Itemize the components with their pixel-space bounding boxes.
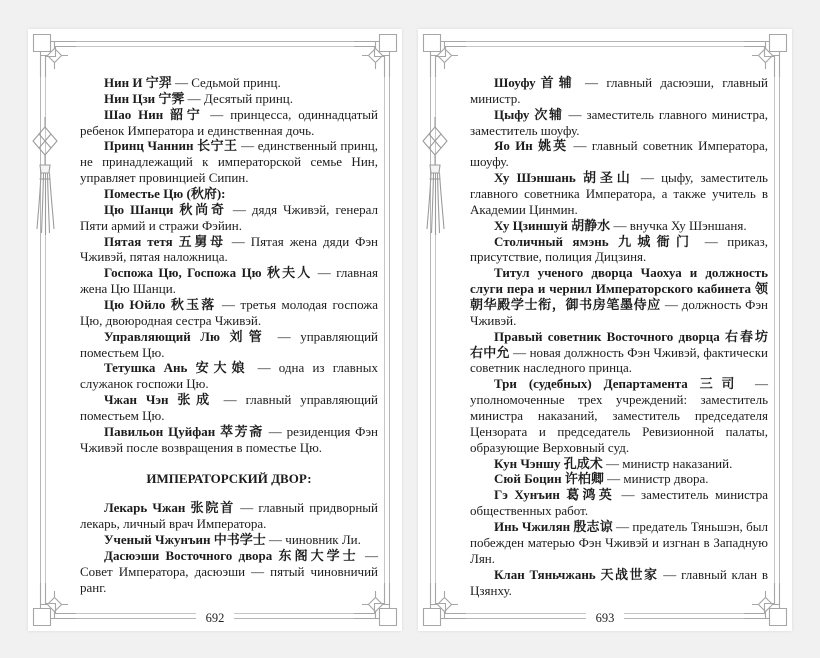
entry-definition: — главный клан в Цзянху. bbox=[470, 566, 768, 598]
glossary-entry bbox=[80, 234, 378, 266]
entry-term: Правый советник Восточного дворца 右春坊右中允 bbox=[470, 328, 768, 360]
glossary-entry bbox=[470, 218, 768, 234]
entry-definition: — чиновник Ли. bbox=[265, 532, 361, 548]
entry-term: Три (судебных) Департамента 三司 bbox=[494, 376, 744, 392]
glossary-entry bbox=[470, 471, 768, 487]
entry-definition: — министр двора. bbox=[603, 471, 709, 487]
entry-definition: — цыфу, заместитель главного советника Императора, а также учитель в Академии Цинмин. bbox=[470, 170, 768, 217]
entry-definition: — третья молодая госпожа Цю, двоюродная сестра Чживэй. bbox=[80, 297, 379, 328]
glossary-entry bbox=[80, 360, 378, 392]
entry-term: Яо Ин 姚英 bbox=[494, 138, 569, 154]
corner-knot-icon bbox=[354, 29, 402, 77]
entry-term: Цыфу 次辅 bbox=[494, 106, 564, 122]
glossary-entry bbox=[470, 329, 768, 377]
entry-definition: — принцесса, одиннадцатый ребенок Императора и единственная дочь. bbox=[80, 106, 378, 138]
glossary-entry bbox=[470, 487, 768, 519]
entry-term: Дасюэши Восточного двора 东阁大学士 bbox=[104, 548, 359, 564]
entry-definition: — главная жена Цю Шанци. bbox=[80, 265, 378, 297]
entry-term: Поместье Цю (秋府): bbox=[104, 186, 226, 202]
entry-term: Сюй Боцин 许柏卿 bbox=[494, 471, 604, 487]
entry-term: Кун Чэншу 孔成术 bbox=[494, 455, 603, 471]
entry-term: Лекарь Чжан 张院首 bbox=[104, 500, 236, 516]
glossary-entry bbox=[80, 548, 378, 596]
entry-definition: — приказ, присутствие, полиция Дицзиня. bbox=[470, 233, 768, 265]
entry-term: Цю Юйло 秋玉落 bbox=[104, 297, 217, 313]
glossary-entry bbox=[80, 532, 378, 548]
page-number-right: 693 bbox=[418, 611, 792, 626]
glossary-entry bbox=[80, 107, 378, 139]
corner-knot-icon bbox=[418, 29, 466, 77]
entry-definition: — внучка Ху Шэншаня. bbox=[610, 217, 747, 233]
glossary-entry bbox=[470, 107, 768, 139]
entry-term: Нин Цзи 宁霁 bbox=[104, 90, 185, 106]
entry-term: Ученый Чжунъин 中书学士 bbox=[104, 532, 266, 548]
entry-term: Госпожа Цю, Госпожа Цю 秋夫人 bbox=[104, 265, 313, 281]
entry-definition: — уполномоченные трех учреждений: заместитель министра наказаний, заместитель председателя Цензората и председатель Ревизионной палаты, образующие Верховный суд. bbox=[470, 376, 769, 455]
entry-definition: — министр наказаний. bbox=[602, 455, 733, 471]
glossary-entry bbox=[470, 138, 768, 170]
entry-definition: — должность Фэн Чживэй. bbox=[470, 297, 768, 328]
glossary-entry bbox=[80, 329, 378, 361]
entry-definition: — Седьмой принц. bbox=[171, 75, 281, 90]
entry-term: Ху Шэншань 胡圣山 bbox=[494, 170, 634, 186]
corner-knot-icon bbox=[28, 29, 76, 77]
entry-definition: — резиденция Фэн Чживэй после возвращения в поместье Цю. bbox=[80, 423, 378, 455]
glossary-entry bbox=[80, 138, 378, 186]
entry-term: Ху Цзиншуй 胡静水 bbox=[494, 217, 611, 233]
glossary-entry bbox=[470, 376, 768, 455]
entry-definition: — главный управляющий поместьем Цю. bbox=[80, 392, 378, 424]
tassel-icon bbox=[30, 117, 60, 257]
entry-definition: — новая должность Фэн Чживэй, фактически советник наследного принца. bbox=[470, 344, 768, 376]
glossary-entry bbox=[80, 265, 378, 297]
glossary-entry bbox=[80, 186, 378, 202]
page-text-left bbox=[80, 75, 378, 596]
entry-definition: — одна из главных служанок госпожи Цю. bbox=[80, 360, 378, 392]
glossary-entry bbox=[470, 519, 768, 567]
glossary-entry bbox=[470, 265, 768, 328]
entry-term: Управляющий Лю 刘管 bbox=[104, 328, 269, 344]
glossary-entry bbox=[80, 500, 378, 532]
page-number-left: 692 bbox=[28, 611, 402, 626]
entry-term: Шао Нин 韶宁 bbox=[104, 106, 204, 122]
page-text-right bbox=[470, 75, 768, 598]
entry-term: Нин И 宁羿 bbox=[104, 75, 172, 90]
entry-term: Титул ученого дворца Чаохуа и должность слуги пера и чернил Императорского кабинета 领朝华殿学士衔，御书房笔墨侍应 bbox=[470, 265, 768, 313]
glossary-entry bbox=[470, 234, 768, 266]
entry-term: Гэ Хунъин 葛鸿英 bbox=[494, 487, 616, 503]
entry-definition: — заместитель главного министра, заместитель шоуфу. bbox=[470, 106, 769, 138]
corner-knot-icon bbox=[744, 29, 792, 77]
entry-term: Павильон Цуйфан 萃芳斋 bbox=[104, 423, 264, 439]
entry-term: Чжан Чэн 张成 bbox=[104, 392, 215, 408]
glossary-entry bbox=[80, 297, 378, 329]
entry-term: Цю Шанци 秋尚奇 bbox=[104, 201, 227, 217]
entry-definition: — предатель Тяньшэн, был побежден матерью Фэн Чживэй и изгнан в Западную Лян. bbox=[470, 519, 768, 566]
entry-term: Инь Чжилян 殷志谅 bbox=[494, 519, 613, 535]
tassel-icon bbox=[420, 117, 450, 257]
glossary-entry bbox=[80, 202, 378, 234]
entry-definition: — главный придворный лекарь, личный врач Императора. bbox=[80, 500, 378, 532]
entry-definition: — главный советник Императора, шоуфу. bbox=[470, 138, 768, 170]
entry-definition: — управляющий поместьем Цю. bbox=[80, 328, 378, 360]
section-heading: ИМПЕРАТОРСКИЙ ДВОР: bbox=[146, 470, 312, 486]
entry-term: Принц Чаннин 长宁王 bbox=[104, 138, 238, 154]
glossary-entry bbox=[80, 75, 378, 91]
entry-definition: — Совет Императора, дасюэши — пятый чиновничий ранг. bbox=[80, 548, 378, 595]
entry-term: Столичный ямэнь 九城衙门 bbox=[494, 233, 696, 249]
glossary-entry bbox=[470, 567, 768, 599]
glossary-entry bbox=[80, 424, 378, 456]
page-right bbox=[418, 29, 792, 631]
glossary-entry bbox=[470, 456, 768, 472]
entry-term: Пятая тетя 五舅母 bbox=[104, 233, 226, 249]
entry-definition: — Десятый принц. bbox=[184, 90, 293, 106]
glossary-entry bbox=[80, 392, 378, 424]
entry-definition: — Пятая жена дяди Фэн Чживэй, пятая наложница. bbox=[80, 233, 378, 265]
entry-term: Клан Тяньчжань 天战世家 bbox=[494, 566, 659, 582]
entry-term: Тетушка Ань 安大娘 bbox=[104, 360, 250, 376]
entry-definition: — заместитель министра общественных работ. bbox=[470, 487, 768, 519]
entry-definition: — единственный принц, не принадлежащий к императорской семье Нин, управляет провинцией Сипин. bbox=[80, 138, 378, 186]
entry-definition: — дядя Чживэй, генерал Пяти армий и стражи Фэйин. bbox=[80, 201, 378, 233]
glossary-entry bbox=[80, 91, 378, 107]
entry-definition: — главный дасюэши, главный министр. bbox=[470, 75, 768, 106]
entry-term: Шоуфу首辅 bbox=[494, 75, 577, 90]
glossary-entry bbox=[470, 75, 768, 107]
page-left bbox=[28, 29, 402, 631]
glossary-entry bbox=[470, 170, 768, 218]
